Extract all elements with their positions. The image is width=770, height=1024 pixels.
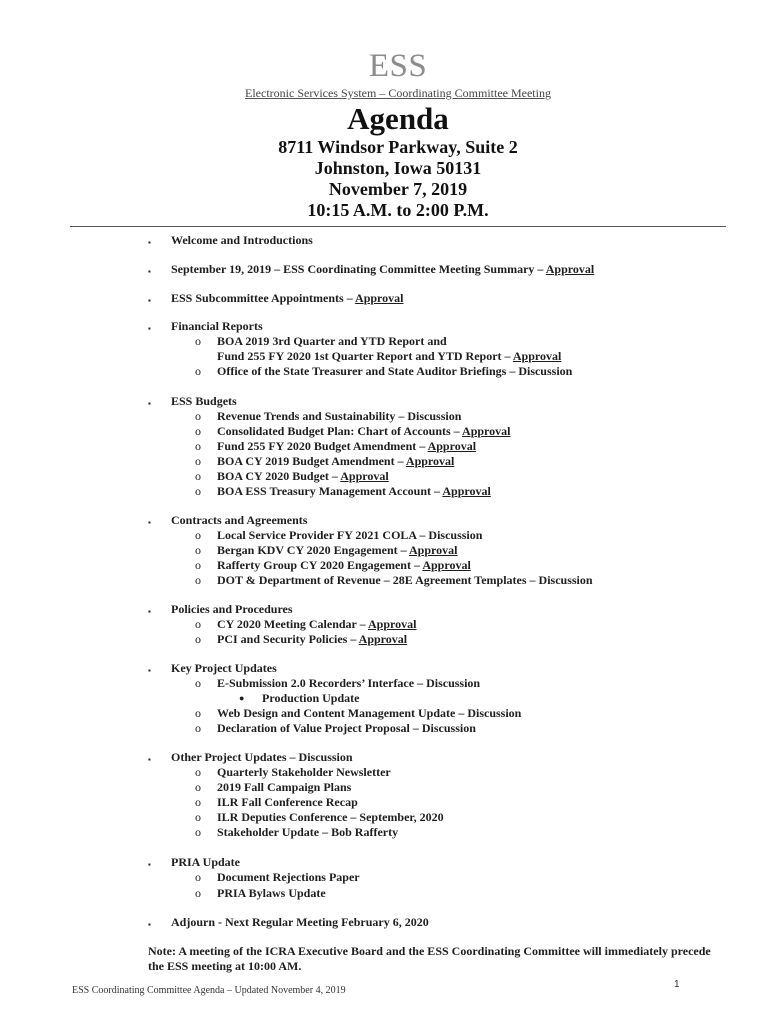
square-bullet-icon: ▪: [148, 324, 151, 333]
agenda-item-text: [217, 454, 454, 469]
agenda-item-text: [171, 602, 293, 617]
meeting-note: Note: A meeting of the ICRA Executive Board and the ESS Coordinating Committee will immediately precede the ESS meeting at 10:00 AM.: [148, 944, 711, 973]
agenda-item-label: BOA CY 2019 Budget Amendment –: [217, 454, 406, 468]
circle-bullet-icon: o: [195, 721, 201, 735]
agenda-item-text: [171, 233, 313, 248]
square-bullet-icon: ▪: [148, 399, 151, 408]
agenda-item-text: [217, 543, 457, 558]
approval-tag: Approval: [358, 632, 408, 646]
agenda-item-text: [217, 795, 358, 810]
agenda-item-text: [217, 439, 476, 454]
agenda-item-label: Web Design and Content Management Update – Discussion: [217, 706, 522, 720]
agenda-item-label: Contracts and Agreements: [171, 513, 308, 527]
circle-bullet-icon: o: [195, 409, 201, 423]
square-bullet-icon: ▪: [148, 238, 151, 247]
approval-tag: Approval: [442, 484, 491, 498]
agenda-item-label: Document Rejections Paper: [217, 870, 360, 884]
approval-tag: Approval: [405, 454, 455, 468]
circle-bullet-icon: o: [195, 558, 201, 572]
agenda-item-text: [171, 855, 240, 870]
agenda-item-label: CY 2020 Meeting Calendar –: [217, 617, 368, 631]
agenda-item-text: [217, 617, 416, 632]
agenda-item-text: [217, 886, 326, 901]
circle-bullet-icon: o: [195, 484, 201, 498]
agenda-item-text: [217, 558, 471, 573]
agenda-item-label: Declaration of Value Project Proposal – Discussion: [217, 721, 476, 735]
agenda-item-label: DOT & Department of Revenue – 28E Agreement Templates – Discussion: [217, 573, 593, 587]
approval-tag: Approval: [422, 558, 471, 572]
agenda-item-text: [171, 915, 429, 930]
square-bullet-icon: ▪: [148, 296, 151, 305]
agenda-item-text: [217, 706, 521, 721]
page-number: 1: [674, 979, 680, 990]
circle-bullet-icon: o: [195, 573, 201, 587]
agenda-item-label: ESS Budgets: [171, 394, 237, 408]
agenda-item-text: [171, 319, 263, 334]
agenda-item-text: [217, 765, 391, 780]
agenda-item-label: Office of the State Treasurer and State Auditor Briefings – Discussion: [217, 364, 573, 378]
agenda-item-text: [217, 349, 561, 364]
circle-bullet-icon: o: [195, 632, 201, 646]
square-bullet-icon: ▪: [148, 607, 151, 616]
approval-tag: Approval: [409, 543, 458, 557]
circle-bullet-icon: o: [195, 706, 201, 720]
address-line-street: 8711 Windsor Parkway, Suite 2: [278, 137, 518, 157]
circle-bullet-icon: o: [195, 528, 201, 542]
agenda-item-label: Production Update: [262, 691, 360, 705]
agenda-item-label: Local Service Provider FY 2021 COLA – Discussion: [217, 528, 483, 542]
circle-bullet-icon: o: [195, 334, 201, 348]
agenda-item-label: 2019 Fall Campaign Plans: [217, 780, 352, 794]
agenda-item-text: [171, 262, 594, 277]
agenda-item-text: [262, 691, 359, 706]
agenda-item-label: ILR Deputies Conference – September, 2020: [217, 810, 444, 824]
header-subtitle: [0, 86, 770, 100]
agenda-item-text: [217, 528, 482, 543]
circle-bullet-icon: o: [195, 454, 201, 468]
meeting-date: November 7, 2019: [328, 179, 468, 199]
agenda-item-label: ESS Subcommittee Appointments –: [171, 291, 356, 305]
agenda-item-label: BOA 2019 3rd Quarter and YTD Report and: [217, 334, 447, 348]
circle-bullet-icon: o: [195, 765, 201, 779]
agenda-item-label: Stakeholder Update – Bob Rafferty: [217, 825, 399, 839]
agenda-item-text: [171, 394, 237, 409]
agenda-item-label: Financial Reports: [171, 319, 263, 333]
circle-bullet-icon: o: [195, 543, 201, 557]
circle-bullet-icon: o: [195, 810, 201, 824]
agenda-item-text: [217, 424, 511, 439]
agenda-item-label: PRIA Update: [171, 855, 241, 869]
dot-bullet-icon: ●: [239, 693, 245, 703]
agenda-item-label: Adjourn - Next Regular Meeting February 6, 2020: [171, 915, 429, 929]
circle-bullet-icon: o: [195, 886, 201, 900]
agenda-item-text: [171, 513, 307, 528]
approval-tag: Approval: [462, 424, 511, 438]
agenda-item-label: Other Project Updates – Discussion: [171, 750, 353, 764]
agenda-item-label: BOA ESS Treasury Management Account –: [217, 484, 443, 498]
agenda-item-label: Fund 255 FY 2020 Budget Amendment –: [217, 439, 428, 453]
agenda-item-text: [217, 484, 491, 499]
agenda-item-text: [217, 632, 407, 647]
agenda-item-label: Consolidated Budget Plan: Chart of Accounts –: [217, 424, 463, 438]
agenda-item-text: [217, 573, 593, 588]
agenda-item-label: Welcome and Introductions: [171, 233, 313, 247]
header-divider: [70, 226, 726, 227]
agenda-item-text: [171, 661, 277, 676]
address-line-city: Johnston, Iowa 50131: [314, 158, 482, 178]
document-footer: ESS Coordinating Committee Agenda – Updated November 4, 2019: [72, 985, 346, 996]
circle-bullet-icon: o: [195, 617, 201, 631]
agenda-item-text: [217, 409, 461, 424]
square-bullet-icon: ▪: [148, 666, 151, 675]
approval-tag: Approval: [355, 291, 404, 305]
agenda-item-label: Policies and Procedures: [171, 602, 293, 616]
agenda-item-text: [217, 364, 572, 379]
agenda-item-label: Key Project Updates: [171, 661, 277, 675]
circle-bullet-icon: o: [195, 780, 201, 794]
approval-tag: Approval: [512, 349, 562, 363]
square-bullet-icon: ▪: [148, 518, 151, 527]
agenda-item-label: E-Submission 2.0 Recorders’ Interface – Discussion: [217, 676, 481, 690]
circle-bullet-icon: o: [195, 469, 201, 483]
agenda-item-text: [217, 870, 360, 885]
approval-tag: Approval: [545, 262, 595, 276]
square-bullet-icon: ▪: [148, 755, 151, 764]
square-bullet-icon: ▪: [148, 267, 151, 276]
agenda-item-label: Revenue Trends and Sustainability – Discussion: [217, 409, 462, 423]
agenda-item-label: BOA CY 2020 Budget –: [217, 469, 341, 483]
approval-tag: Approval: [427, 439, 477, 453]
agenda-item-label: PCI and Security Policies –: [217, 632, 359, 646]
approval-tag: Approval: [368, 617, 417, 631]
square-bullet-icon: ▪: [148, 860, 151, 869]
agenda-item-label: ILR Fall Conference Recap: [217, 795, 358, 809]
circle-bullet-icon: o: [195, 825, 201, 839]
agenda-item-text: [217, 780, 351, 795]
agenda-item-text: [217, 676, 480, 691]
agenda-item-label: Fund 255 FY 2020 1st Quarter Report and YTD Report –: [217, 349, 513, 363]
circle-bullet-icon: o: [195, 870, 201, 884]
agenda-item-label: PRIA Bylaws Update: [217, 886, 326, 900]
approval-tag: Approval: [340, 469, 389, 483]
agenda-item-text: [217, 825, 398, 840]
agenda-item-text: [217, 721, 476, 736]
square-bullet-icon: ▪: [148, 920, 151, 929]
meeting-time: 10:15 A.M. to 2:00 P.M.: [307, 200, 489, 220]
agenda-item-text: [171, 291, 404, 306]
circle-bullet-icon: o: [195, 439, 201, 453]
circle-bullet-icon: o: [195, 676, 201, 690]
agenda-item-text: [217, 334, 447, 349]
agenda-item-text: [217, 810, 444, 825]
circle-bullet-icon: o: [195, 424, 201, 438]
agenda-item-text: [171, 750, 353, 765]
agenda-item-text: [217, 469, 389, 484]
page-title: Agenda: [347, 101, 449, 136]
ess-logo: ESS: [368, 48, 428, 84]
agenda-item-label: Quarterly Stakeholder Newsletter: [217, 765, 391, 779]
circle-bullet-icon: o: [195, 795, 201, 809]
agenda-item-label: Rafferty Group CY 2020 Engagement –: [217, 558, 423, 572]
circle-bullet-icon: o: [195, 364, 201, 378]
agenda-item-label: September 19, 2019 – ESS Coordinating Committee Meeting Summary –: [171, 262, 546, 276]
header-subtitle-text: Electronic Services System – Coordinating Committee Meeting: [245, 86, 551, 100]
agenda-item-label: Bergan KDV CY 2020 Engagement –: [217, 543, 409, 557]
